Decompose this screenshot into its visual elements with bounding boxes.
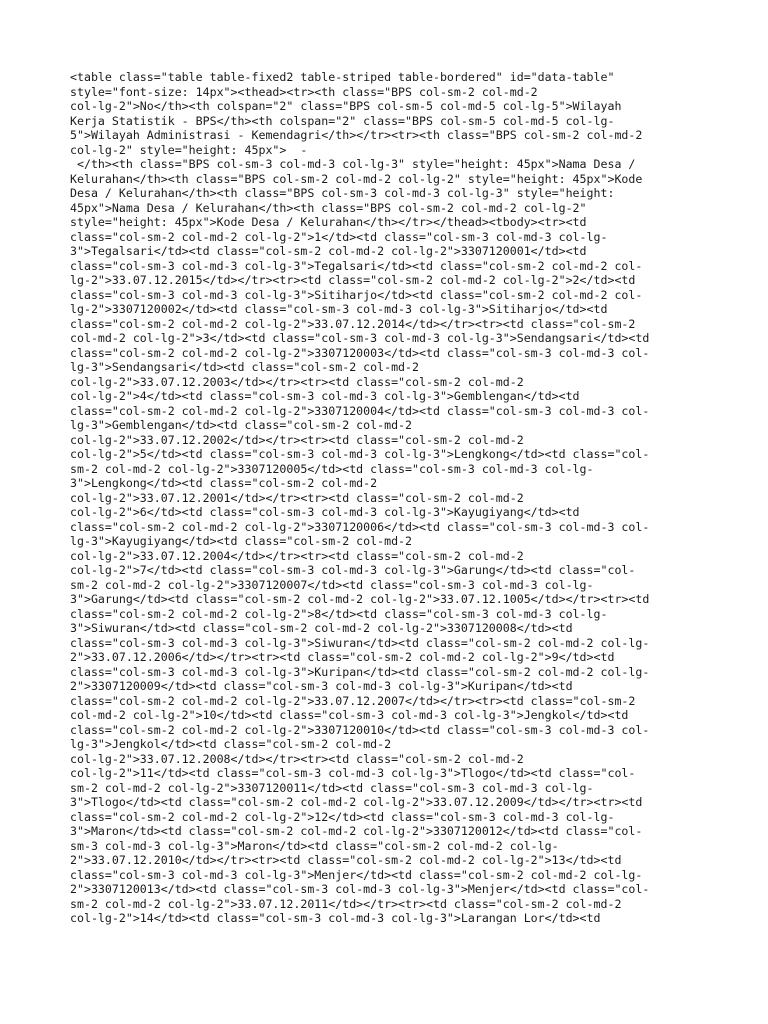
text-line: class="col-sm-3 col-md-3 col-lg-3">Sitiharjo</td><td class="col-sm-2 col-md-2 col- — [70, 287, 643, 302]
text-line: col-lg-2">No</th><th colspan="2" class="BPS col-sm-5 col-md-5 col-lg-5">Wilayah — [70, 99, 622, 113]
text-line: lg-3">Kayugiyang</td><td class="col-sm-2 col-md-2 — [70, 534, 413, 548]
text-line: sm-2 col-md-2 col-lg-2">3307120005</td><td class="col-sm-3 col-md-3 col-lg- — [70, 461, 594, 476]
text-line: 5">Wilayah Administrasi - Kemendagri</th></tr><tr><th class="BPS col-sm-2 col-md-2 — [70, 128, 643, 142]
text-line: 2">3307120009</td><td class="col-sm-3 col-md-3 col-lg-3">Kuripan</td><td — [70, 679, 573, 693]
text-line: col-md-2 col-lg-2">10</td><td class="col-sm-3 col-md-3 col-lg-3">Jengkol</td><td — [70, 708, 629, 722]
text-line: col-lg-2">33.07.12.2001</td></tr><tr><td class="col-sm-2 col-md-2 — [70, 490, 524, 505]
text-line: col-lg-2">33.07.12.2003</td></tr><tr><td class="col-sm-2 col-md-2 — [70, 374, 524, 389]
text-line: class="col-sm-2 col-md-2 col-lg-2">33.07.12.2007</td></tr><tr><td class="col-sm-2 — [70, 693, 636, 708]
text-line: 3">Tlogo</td><td class="col-sm-2 col-md-2 col-lg-2">33.07.12.2009</td></tr><tr><td — [70, 795, 643, 809]
text-line: class="col-sm-2 col-md-2 col-lg-2">3307120006</td><td class="col-sm-3 col-md-3 col- — [70, 519, 650, 534]
text-line: class="col-sm-3 col-md-3 col-lg-3">Tegalsari</td><td class="col-sm-2 col-md-2 col- — [70, 258, 643, 273]
text-line: 2">3307120013</td><td class="col-sm-3 col-md-3 col-lg-3">Menjer</td><td class="col- — [70, 882, 650, 896]
text-line: sm-2 col-md-2 col-lg-2">3307120007</td><td class="col-sm-3 col-md-3 col-lg- — [70, 577, 594, 592]
text-line: </th><th class="BPS col-sm-3 col-md-3 col-lg-3" style="height: 45px">Nama Desa / — [70, 157, 636, 171]
text-line: lg-3">Gemblengan</td><td class="col-sm-2 col-md-2 — [70, 418, 413, 432]
text-line: 2">33.07.12.2006</td></tr><tr><td class="col-sm-2 col-md-2 col-lg-2">9</td><td — [70, 650, 615, 664]
text-line: 3">Siwuran</td><td class="col-sm-2 col-md-2 col-lg-2">3307120008</td><td — [70, 621, 573, 635]
text-line: lg-2">33.07.12.2015</td></tr><tr><td class="col-sm-2 col-md-2 col-lg-2">2</td><td — [70, 273, 636, 287]
text-line: col-lg-2">33.07.12.2008</td></tr><tr><td class="col-sm-2 col-md-2 — [70, 751, 524, 766]
html-source-text — [70, 70, 710, 926]
text-line: Desa / Kelurahan</th><th class="BPS col-sm-3 col-md-3 col-lg-3" style="height: — [70, 186, 615, 200]
text-line: class="col-sm-2 col-md-2 col-lg-2">12</td><td class="col-sm-3 col-md-3 col-lg- — [70, 809, 615, 824]
text-line: class="col-sm-2 col-md-2 col-lg-2">3307120004</td><td class="col-sm-3 col-md-3 col- — [70, 403, 650, 418]
text-line: lg-3">Sendangsari</td><td class="col-sm-2 col-md-2 — [70, 360, 420, 374]
text-line: col-md-2 col-lg-2">3</td><td class="col-sm-3 col-md-3 col-lg-3">Sendangsari</td><td — [70, 331, 650, 345]
text-line: sm-2 col-md-2 col-lg-2">33.07.12.2011</td></tr><tr><td class="col-sm-2 col-md-2 — [70, 896, 622, 911]
text-line: class="col-sm-2 col-md-2 col-lg-2">8</td><td class="col-sm-3 col-md-3 col-lg- — [70, 606, 608, 621]
text-line: Kelurahan</th><th class="BPS col-sm-2 col-md-2 col-lg-2" style="height: 45px">Kode — [70, 171, 643, 186]
text-line: col-lg-2">11</td><td class="col-sm-3 col-md-3 col-lg-3">Tlogo</td><td class="col- — [70, 766, 636, 780]
text-line: col-lg-2">6</td><td class="col-sm-3 col-md-3 col-lg-3">Kayugiyang</td><td — [70, 505, 580, 519]
text-line: col-lg-2">33.07.12.2002</td></tr><tr><td class="col-sm-2 col-md-2 — [70, 432, 524, 447]
text-line: Kerja Statistik - BPS</th><th colspan="2" class="BPS col-sm-5 col-md-5 col-lg- — [70, 113, 615, 128]
text-line: 3">Maron</td><td class="col-sm-2 col-md-2 col-lg-2">3307120012</td><td class="col- — [70, 824, 643, 838]
text-line: col-lg-2" style="height: 45px"> - — [70, 142, 308, 157]
text-line: class="col-sm-3 col-md-3 col-lg-3">Kuripan</td><td class="col-sm-2 col-md-2 col-lg- — [70, 664, 650, 679]
text-line: lg-3">Jengkol</td><td class="col-sm-2 col-md-2 — [70, 737, 392, 751]
text-line: 3">Garung</td><td class="col-sm-2 col-md-2 col-lg-2">33.07.12.1005</td></tr><tr><td — [70, 592, 650, 606]
text-line: class="col-sm-2 col-md-2 col-lg-2">33.07.12.2014</td></tr><tr><td class="col-sm-2 — [70, 316, 636, 331]
text-line: class="col-sm-3 col-md-3 col-lg-3">Siwuran</td><td class="col-sm-2 col-md-2 col-lg- — [70, 635, 650, 650]
text-line: class="col-sm-2 col-md-2 col-lg-2">3307120003</td><td class="col-sm-3 col-md-3 col- — [70, 345, 650, 360]
text-line: style="height: 45px">Kode Desa / Kelurahan</th></tr></thead><tbody><tr><td — [70, 215, 587, 229]
text-line: sm-2 col-md-2 col-lg-2">3307120011</td><td class="col-sm-3 col-md-3 col-lg- — [70, 780, 594, 795]
text-line: 3">Tegalsari</td><td class="col-sm-2 col-md-2 col-lg-2">3307120001</td><td — [70, 244, 587, 258]
text-line: 3">Lengkong</td><td class="col-sm-2 col-md-2 — [70, 476, 378, 490]
text-line: col-lg-2">4</td><td class="col-sm-3 col-md-3 col-lg-3">Gemblengan</td><td — [70, 389, 580, 403]
text-line: 2">33.07.12.2010</td></tr><tr><td class="col-sm-2 col-md-2 col-lg-2">13</td><td — [70, 853, 622, 867]
text-line: <table class="table table-fixed2 table-striped table-bordered" id="data-table" — [70, 70, 615, 84]
text-line: col-lg-2">5</td><td class="col-sm-3 col-md-3 col-lg-3">Lengkong</td><td class="col- — [70, 447, 650, 461]
text-line: class="col-sm-2 col-md-2 col-lg-2">1</td><td class="col-sm-3 col-md-3 col-lg- — [70, 229, 608, 244]
text-line: style="font-size: 14px"><thead><tr><th class="BPS col-sm-2 col-md-2 — [70, 84, 538, 99]
text-line: col-lg-2">33.07.12.2004</td></tr><tr><td class="col-sm-2 col-md-2 — [70, 548, 524, 563]
text-line: col-lg-2">14</td><td class="col-sm-3 col-md-3 col-lg-3">Larangan Lor</td><td — [70, 911, 601, 925]
text-line: sm-3 col-md-3 col-lg-3">Maron</td><td class="col-sm-2 col-md-2 col-lg- — [70, 838, 559, 853]
text-line: class="col-sm-2 col-md-2 col-lg-2">3307120010</td><td class="col-sm-3 col-md-3 col- — [70, 722, 650, 737]
text-line: lg-2">3307120002</td><td class="col-sm-3 col-md-3 col-lg-3">Sitiharjo</td><td — [70, 302, 608, 316]
text-line: 45px">Nama Desa / Kelurahan</th><th class="BPS col-sm-2 col-md-2 col-lg-2" — [70, 200, 587, 215]
text-line: class="col-sm-3 col-md-3 col-lg-3">Menjer</td><td class="col-sm-2 col-md-2 col-lg- — [70, 867, 643, 882]
text-line: col-lg-2">7</td><td class="col-sm-3 col-md-3 col-lg-3">Garung</td><td class="col- — [70, 563, 636, 577]
